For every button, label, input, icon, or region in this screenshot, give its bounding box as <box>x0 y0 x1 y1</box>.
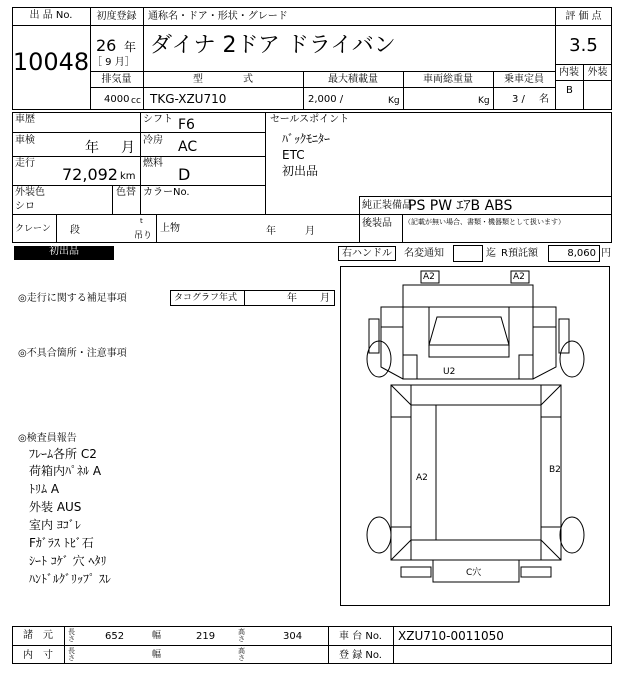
shift-label: シフト <box>143 114 173 125</box>
chassis-number: XZU710-0011050 <box>398 629 504 643</box>
first-reg-label: 初度登録 <box>96 11 137 22</box>
exterior-grade-label: 外装 <box>587 67 608 78</box>
height-label: 高さ <box>238 647 245 662</box>
inspection-label: 車検 <box>15 135 35 146</box>
lot-no-label: 出 品 No. <box>29 10 73 21</box>
supplement-title: ◎走行に関する補足事項 <box>18 293 127 304</box>
tachograph-year: 年 <box>287 293 297 304</box>
shift-value: F6 <box>178 117 195 133</box>
fuel-value: D <box>178 165 191 184</box>
crane-label: クレーン <box>15 224 51 234</box>
height-label: 高さ <box>238 628 245 643</box>
inspector-line: 外装 AUS <box>29 500 82 514</box>
crane-ton-top: t <box>140 217 143 225</box>
body-month: 月 <box>305 226 315 237</box>
model-name-label: 通称名・ドア・形状・グレード <box>148 11 288 22</box>
mileage-unit: km <box>120 171 136 182</box>
inspector-title: ◎検査員報告 <box>18 433 77 444</box>
width-label: 幅 <box>152 631 162 641</box>
inspector-line: ﾌﾚｰﾑ各所 C2 <box>29 447 97 461</box>
ac-value: AC <box>178 139 198 155</box>
until-label: 迄 <box>486 248 496 259</box>
displacement-value: 4000 <box>104 94 130 105</box>
length-label: 長さ <box>68 647 75 662</box>
chassis-label: 車 台 No. <box>339 631 382 642</box>
first-reg-month: ［ 9 月］ <box>92 57 135 68</box>
capacity-value: 3 / <box>512 94 525 105</box>
inspector-line: ﾊﾝﾄﾞﾙｸﾞﾘｯﾌﾟ ｽﾚ <box>29 572 111 586</box>
recycle-deposit-value: 8,060 <box>567 248 596 259</box>
body-year: 年 <box>266 226 276 237</box>
max-load-label: 最大積載量 <box>328 74 378 85</box>
model-code: TKG-XZU710 <box>150 92 227 106</box>
aftermarket-label: 後装品 <box>362 218 392 229</box>
inspector-line: 荷箱内ﾊﾟﾈﾙ A <box>29 464 102 478</box>
length-label: 長さ <box>68 628 75 643</box>
damage-mark: A2 <box>416 473 428 483</box>
gross-weight-unit: Kg <box>478 96 490 106</box>
capacity-unit: 名 <box>539 94 549 105</box>
width-value: 219 <box>196 631 216 642</box>
score-label: 評 価 点 <box>565 11 602 22</box>
defects-title: ◎不具合箇所・注意事項 <box>18 348 127 359</box>
registration-label: 登 録 No. <box>339 650 382 661</box>
crane-ton-bottom: 吊り <box>134 231 153 241</box>
inspection-month: 月 <box>121 140 135 156</box>
vehicle-diagram <box>340 266 610 606</box>
mileage-label: 走行 <box>15 158 35 169</box>
inspector-line: ﾄﾘﾑ A <box>29 482 60 496</box>
color-label: 外装色 <box>15 187 45 198</box>
recycle-deposit-label: R預託額 <box>501 248 538 259</box>
ac-label: 冷房 <box>143 135 163 146</box>
first-reg-year-unit: 年 <box>124 40 137 54</box>
inspector-line: ｼｰﾄ ｺｹﾞ 穴 ﾍﾀﾘ <box>29 554 107 568</box>
displacement-unit: cc <box>131 96 141 106</box>
genuine-equipment-value: PS PW ｴｱB ABS <box>408 198 513 214</box>
tachograph-month: 月 <box>320 293 330 304</box>
max-load-value: 2,000 / <box>308 94 344 105</box>
mileage-value: 72,092 <box>62 165 118 184</box>
body-label: 上物 <box>160 223 180 234</box>
inspector-line: 室内 ﾖｺﾞﾚ <box>29 518 81 532</box>
damage-mark: A2 <box>423 272 435 282</box>
damage-mark: B2 <box>549 465 561 475</box>
model-code-label: 型 式 <box>193 74 253 85</box>
crane-step: 段 <box>70 225 80 236</box>
lot-number: 10048 <box>12 48 90 76</box>
aftermarket-note: （記載が無い場合、書類・機器類として扱います） <box>404 218 565 226</box>
damage-mark: C穴 <box>466 568 482 578</box>
interior-grade-label: 内装 <box>559 67 579 78</box>
color-value: シロ <box>15 201 35 212</box>
steering-value: 右ハンドル <box>342 248 392 259</box>
car-name: ダイナ 2ドア ドライバン <box>150 33 396 58</box>
meter-change-box <box>453 245 483 262</box>
recycle-deposit-unit: 円 <box>601 248 611 259</box>
color-change-label: 色替 <box>116 187 136 198</box>
genuine-equipment-label: 純正装備品 <box>362 200 412 211</box>
inspector-line: Fｶﾞﾗｽ ﾄﾋﾞ石 <box>29 536 94 550</box>
damage-mark: A2 <box>513 272 525 282</box>
capacity-label: 乗車定員 <box>504 74 544 85</box>
sales-point-line: ETC <box>282 148 305 162</box>
displacement-label: 排気量 <box>101 74 132 85</box>
meter-change-label: 名変通知 <box>404 248 444 259</box>
truck-outline-diagram <box>341 267 609 605</box>
color-no-label: カラーNo. <box>143 187 190 198</box>
first-listing-badge: 初出品 <box>14 246 114 260</box>
damage-mark: U2 <box>443 367 456 377</box>
first-reg-year: 26 <box>96 36 117 55</box>
height-value: 304 <box>283 631 303 642</box>
interior-dims-label: 内 寸 <box>23 650 53 661</box>
history-label: 車歴 <box>15 114 35 125</box>
fuel-label: 燃料 <box>143 158 163 169</box>
score-value: 3.5 <box>569 35 598 56</box>
gross-weight-label: 車両総重量 <box>423 74 473 85</box>
interior-grade: B <box>566 85 573 96</box>
sales-point-line: ﾊﾞｯｸﾓﾆﾀｰ <box>282 132 331 146</box>
max-load-unit: Kg <box>388 96 400 106</box>
inspection-year: 年 <box>85 140 99 156</box>
tachograph-label: タコグラフ年式 <box>174 293 238 303</box>
sales-point-label: セールスポイント <box>270 114 350 125</box>
sales-point-line: 初出品 <box>282 164 319 178</box>
width-label: 幅 <box>152 650 162 660</box>
length-value: 652 <box>105 631 125 642</box>
dimensions-label: 諸 元 <box>23 630 53 641</box>
